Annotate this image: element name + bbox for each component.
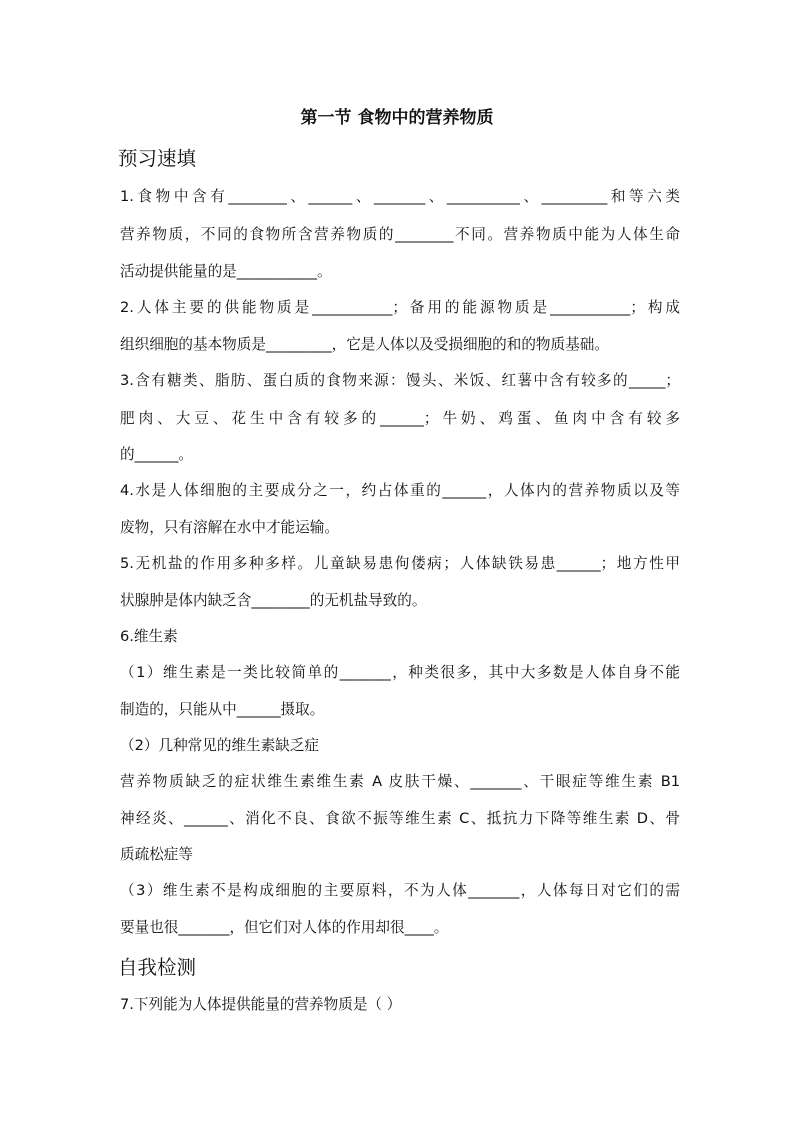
question-line: 7.下列能为人体提供能量的营养物质是（ ） bbox=[120, 996, 402, 1013]
text-line: 2.人体主要的供能物质是___________；备用的能源物质是___________；构成 bbox=[120, 299, 680, 316]
text-line: 4.水是人体细胞的主要成分之一，约占体重的______，人体内的营养物质以及等 bbox=[120, 482, 680, 499]
section-heading-preview: 预习速填 bbox=[118, 147, 197, 170]
text-line: 营养物质，不同的食物所含营养物质的________不同。营养物质中能为人体生命 bbox=[120, 226, 680, 243]
text-line: 的______。 bbox=[120, 446, 193, 463]
text-line: 状腺肿是体内缺乏含________的无机盐导致的。 bbox=[120, 592, 427, 609]
section-heading-self-check: 自我检测 bbox=[118, 956, 197, 979]
text-line: 组织细胞的基本物质是_________，它是人体以及受损细胞的和的物质基础。 bbox=[120, 336, 609, 353]
text-line: 1.食物中含有________、______、_______、__________、_________和等六类 bbox=[120, 188, 680, 205]
text-line: 废物，只有溶解在水中才能运输。 bbox=[120, 519, 339, 536]
text-line: （2）几种常见的维生素缺乏症 bbox=[120, 737, 320, 754]
text-line: 质疏松症等 bbox=[120, 846, 193, 863]
text-line: 要量也很_______，但它们对人体的作用却很____。 bbox=[120, 919, 449, 936]
text-line: 活动提供能量的是___________。 bbox=[120, 263, 332, 280]
text-line: 5.无机盐的作用多种多样。儿童缺易患佝偻病；人体缺铁易患______；地方性甲 bbox=[120, 555, 680, 572]
text-line: 神经炎、______、消化不良、食欲不振等维生素 C、抵抗力下降等维生素 D、骨 bbox=[120, 810, 680, 827]
text-line: 肥肉、大豆、花生中含有较多的______；牛奶、鸡蛋、鱼肉中含有较多 bbox=[120, 410, 680, 427]
document-title: 第一节 食物中的营养物质 bbox=[300, 108, 494, 128]
text-line: 6.维生素 bbox=[120, 628, 178, 645]
text-line: 制造的，只能从中______摄取。 bbox=[120, 701, 325, 718]
text-line: 营养物质缺乏的症状维生素维生素 A 皮肤干燥、_______、干眼症等维生素 B1 bbox=[120, 773, 680, 790]
text-line: （3）维生素不是构成细胞的主要原料，不为人体_______，人体每日对它们的需 bbox=[120, 882, 680, 899]
text-line: （1）维生素是一类比较简单的_______，种类很多，其中大多数是人体自身不能 bbox=[120, 664, 680, 681]
text-line: 3.含有糖类、脂肪、蛋白质的食物来源：馒头、米饭、红薯中含有较多的_____； bbox=[120, 372, 680, 389]
